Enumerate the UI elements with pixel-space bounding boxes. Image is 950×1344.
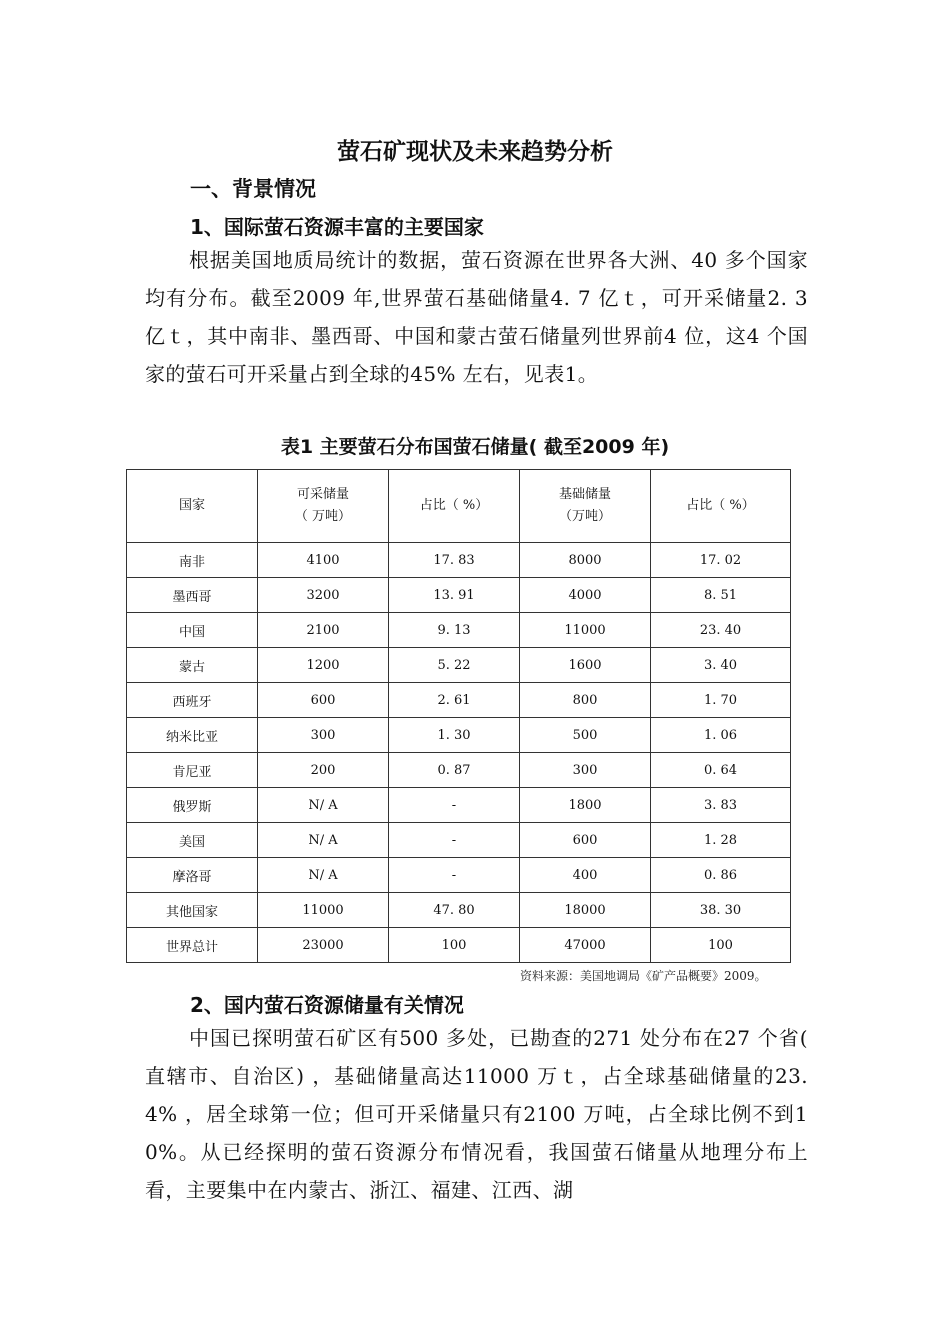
table-cell: 世界总计 xyxy=(127,928,258,963)
table-row xyxy=(127,893,791,928)
table-cell: N/ A xyxy=(258,858,389,893)
table-cell: 4100 xyxy=(258,543,389,578)
table-cell: 1. 70 xyxy=(651,683,791,718)
table-cell: - xyxy=(389,788,520,823)
table-cell: 300 xyxy=(258,718,389,753)
table-cell: 13. 91 xyxy=(389,578,520,613)
table-cell: 5. 22 xyxy=(389,648,520,683)
table-cell: 纳米比亚 xyxy=(127,718,258,753)
table-row xyxy=(127,928,791,963)
table-cell: 200 xyxy=(258,753,389,788)
paragraph-international: 根据美国地质局统计的数据，萤石资源在世界各大洲、40 多个国家均有分布。截至2009 年,世界萤石基础储量4. 7 亿ｔ，可开采储量2. 3 亿ｔ，其中南非、墨西哥、中国和蒙古萤石储量列世界前4 位，这4 个国家的萤石可开采量占到全球的45% 左右，见表1。 xyxy=(145,248,808,386)
table-cell: 3. 83 xyxy=(651,788,791,823)
table-cell: 8000 xyxy=(520,543,651,578)
subsection-heading-international: 1、国际萤石资源丰富的主要国家 xyxy=(190,215,484,239)
header-country: 国家 xyxy=(127,470,258,543)
table-cell: 西班牙 xyxy=(127,683,258,718)
table-cell: 500 xyxy=(520,718,651,753)
table-source-note: 资料来源：美国地调局《矿产品概要》2009。 xyxy=(520,969,767,983)
table-cell: 300 xyxy=(520,753,651,788)
table-row xyxy=(127,613,791,648)
header-base-share: 占比（ %） xyxy=(651,470,791,543)
table-cell: 8. 51 xyxy=(651,578,791,613)
table-row xyxy=(127,753,791,788)
table-cell: 蒙古 xyxy=(127,648,258,683)
table-cell: 11000 xyxy=(520,613,651,648)
table-cell: 1. 30 xyxy=(389,718,520,753)
table-cell: 1. 28 xyxy=(651,823,791,858)
table-cell: 23. 40 xyxy=(651,613,791,648)
table-cell: 23000 xyxy=(258,928,389,963)
header-recoverable-share: 占比（ %） xyxy=(389,470,520,543)
table-cell: 9. 13 xyxy=(389,613,520,648)
table-cell: N/ A xyxy=(258,788,389,823)
header-recoverable-reserves: 可采储量 （ 万吨） xyxy=(258,470,389,543)
table-cell: 100 xyxy=(651,928,791,963)
table-cell: 墨西哥 xyxy=(127,578,258,613)
table-cell: 2100 xyxy=(258,613,389,648)
table-cell: 18000 xyxy=(520,893,651,928)
table-cell: 1. 06 xyxy=(651,718,791,753)
table-row xyxy=(127,648,791,683)
table-cell: 3. 40 xyxy=(651,648,791,683)
table-cell: 17. 02 xyxy=(651,543,791,578)
table-row xyxy=(127,718,791,753)
table-cell: 11000 xyxy=(258,893,389,928)
table-cell: 俄罗斯 xyxy=(127,788,258,823)
table-cell: 100 xyxy=(389,928,520,963)
table-row xyxy=(127,543,791,578)
table-cell: 0. 86 xyxy=(651,858,791,893)
table-cell: - xyxy=(389,823,520,858)
table-cell: 1800 xyxy=(520,788,651,823)
table-cell: 400 xyxy=(520,858,651,893)
table-caption: 表1 主要萤石分布国萤石储量( 截至2009 年) xyxy=(280,436,670,458)
table-cell: 0. 64 xyxy=(651,753,791,788)
table-cell: 600 xyxy=(520,823,651,858)
table-row xyxy=(127,578,791,613)
table-cell: 47. 80 xyxy=(389,893,520,928)
table-cell: 47000 xyxy=(520,928,651,963)
page-title: 萤石矿现状及未来趋势分析 xyxy=(337,139,613,165)
subsection-heading-domestic: 2、国内萤石资源储量有关情况 xyxy=(190,993,464,1017)
table-cell: 0. 87 xyxy=(389,753,520,788)
table-cell: 中国 xyxy=(127,613,258,648)
table-cell: 3200 xyxy=(258,578,389,613)
table-row xyxy=(127,858,791,893)
reserves-table xyxy=(126,469,791,963)
table-cell: 4000 xyxy=(520,578,651,613)
table-cell: 17. 83 xyxy=(389,543,520,578)
table-cell: - xyxy=(389,858,520,893)
table-cell: 1200 xyxy=(258,648,389,683)
table-cell: 1600 xyxy=(520,648,651,683)
table-row xyxy=(127,823,791,858)
table-row xyxy=(127,788,791,823)
table-header-row xyxy=(127,470,791,543)
table-cell: 美国 xyxy=(127,823,258,858)
header-base-reserves: 基础储量 （万吨） xyxy=(520,470,651,543)
table-cell: N/ A xyxy=(258,823,389,858)
table-cell: 其他国家 xyxy=(127,893,258,928)
table-cell: 摩洛哥 xyxy=(127,858,258,893)
section-heading-background: 一、背景情况 xyxy=(190,177,316,201)
paragraph-domestic: 中国已探明萤石矿区有500 多处，已勘查的271 处分布在27 个省( 直辖市、自治区) ，基础储量高达11000 万ｔ，占全球基础储量的23. 4% ，居全球第一位；但可开采储量只有2100 万吨，占全球比例不到10%。从已经探明的萤石资源分布情况看，我国萤石储量从地理分布上看，主要集中在内蒙古、浙江、福建、江西、湖 xyxy=(145,1026,808,1202)
table-row xyxy=(127,683,791,718)
table-cell: 600 xyxy=(258,683,389,718)
table-cell: 2. 61 xyxy=(389,683,520,718)
table-cell: 800 xyxy=(520,683,651,718)
table-body xyxy=(127,543,791,963)
table-cell: 38. 30 xyxy=(651,893,791,928)
table-cell: 肯尼亚 xyxy=(127,753,258,788)
table-cell: 南非 xyxy=(127,543,258,578)
